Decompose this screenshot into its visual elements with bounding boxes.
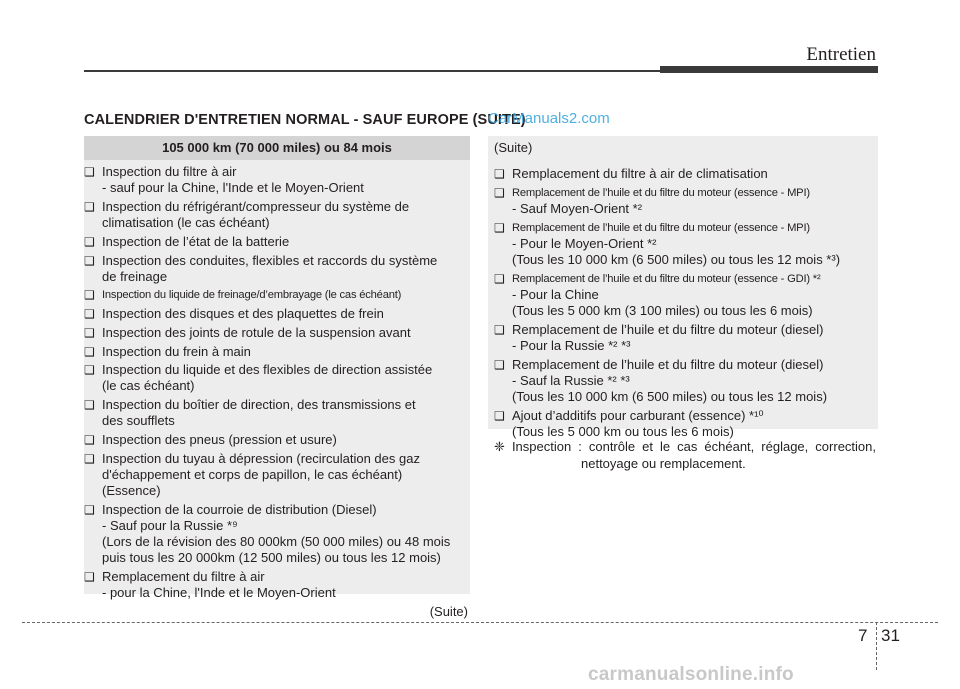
site-watermark: carmanualsonline.info [588,664,794,685]
item-detail: des soufflets [102,413,175,429]
checklist-item [494,185,874,217]
checkbox-icon: ❑ [84,234,95,249]
checklist-item [494,357,874,406]
checkbox-icon: ❑ [84,502,95,517]
chapter-number: 7 [858,626,868,645]
item-detail: - Pour la Chine [512,287,599,303]
item-text: Remplacement du filtre à air de climatisation [512,166,768,182]
right-item-list [494,166,874,440]
checkbox-icon: ❑ [84,433,95,448]
item-text: Inspection du liquide de freinage/d’embrayage (le cas échéant) [102,289,402,302]
inspection-note [494,438,876,472]
checklist-item [494,322,874,354]
schedule-panel-left [84,136,470,620]
checkbox-icon: ❑ [84,199,95,214]
item-text: Ajout d’additifs pour carburant (essence) *¹⁰ [512,408,764,424]
checklist-item [84,164,466,196]
checklist-item [84,287,466,303]
checklist-item [84,306,466,322]
checklist-item [84,362,466,394]
checklist-item [84,325,466,341]
checkbox-icon: ❑ [84,165,95,179]
item-detail: (Lors de la révision des 80 000km (50 000 miles) ou 48 mois [102,534,451,550]
item-detail: d'échappement et corps de papillon, le cas échéant) [102,466,403,482]
item-text: Inspection des pneus (pression et usure) [102,432,337,448]
item-detail: (Tous les 10 000 km (6 500 miles) ou tous les 12 mois) [512,389,828,405]
item-detail: - Sauf la Russie *² *³ [512,373,630,389]
item-detail: (Tous les 10 000 km (6 500 miles) ou tous les 12 mois *³) [512,252,841,268]
note-line-2: nettoyage ou remplacement. [581,456,746,471]
item-detail: puis tous les 20 000km (12 500 miles) ou tous les 12 mois) [102,550,441,566]
section-title: CALENDRIER D'ENTRETIEN NORMAL - SAUF EUROPE (SUITE) [84,112,526,128]
item-detail: - pour la Chine, l'Inde et le Moyen-Orient [102,585,336,601]
checklist-item [84,344,466,360]
item-text: Inspection des conduites, flexibles et raccords du système [102,252,438,268]
item-detail: climatisation (le cas échéant) [102,215,270,231]
watermark: CarManuals2.com [488,110,610,127]
checkbox-icon: ❑ [84,344,95,359]
item-detail: - sauf pour la Chine, l'Inde et le Moyen-Orient [102,180,364,196]
checkbox-icon: ❑ [494,185,505,200]
panel-header: 105 000 km (70 000 miles) ou 84 mois [84,136,470,160]
item-text: Remplacement de l’huile et du filtre du moteur (diesel) [512,322,824,338]
item-detail: (Essence) [102,483,161,499]
item-text: Inspection du tuyau à dépression (recirculation des gaz [102,450,420,466]
checklist-item [84,569,466,601]
checkbox-icon: ❑ [494,357,505,372]
checklist-item [84,451,466,500]
page-number-separator [876,622,877,670]
footer-divider [22,622,938,623]
item-text: Inspection du filtre à air [102,164,237,179]
item-text: Inspection du boîtier de direction, des transmissions et [102,397,416,413]
item-text: Inspection de l’état de la batterie [102,233,290,249]
item-text: Inspection du liquide et des flexibles de direction assistée [102,362,433,378]
item-detail: (le cas échéant) [102,378,195,394]
checkbox-icon: ❑ [494,323,505,338]
schedule-panel-right [488,136,878,440]
checkbox-icon: ❑ [84,570,95,585]
checklist-item [494,220,874,269]
item-text: Remplacement de l’huile et du filtre du moteur (essence - MPI) [512,186,810,199]
item-text: Inspection de la courroie de distribution (Diesel) [102,501,377,517]
header-rule-thick [660,66,878,73]
item-detail: - Pour la Russie *² *³ [512,338,631,354]
suite-label: (Suite) [429,604,468,620]
checkbox-icon: ❑ [494,271,505,286]
left-item-list [84,160,470,602]
checklist-item [84,253,466,285]
header-rule-thin [84,70,662,72]
note-line-1: Inspection : contrôle et le cas échéant, réglage, correction, [511,439,876,454]
checklist-item [494,408,874,440]
page-number: 31 [881,626,900,645]
item-text: Remplacement de l’huile et du filtre du moteur (essence - MPI) [512,221,810,234]
checklist-item [494,166,874,182]
note-symbol: ❈ [494,439,505,454]
checkbox-icon: ❑ [84,363,95,378]
checkbox-icon: ❑ [84,288,95,303]
checklist-item [494,271,874,320]
item-detail: de freinage [102,268,168,284]
checkbox-icon: ❑ [84,398,95,413]
checkbox-icon: ❑ [84,325,95,340]
item-text: Inspection du réfrigérant/compresseur du système de [102,198,410,214]
checkbox-icon: ❑ [84,307,95,322]
item-detail: - Sauf pour la Russie *⁹ [102,518,238,534]
item-detail: - Pour le Moyen-Orient *² [512,236,657,252]
item-detail: (Tous les 5 000 km ou tous les 6 mois) [512,424,734,440]
checklist-item [84,432,466,448]
checkbox-icon: ❑ [494,409,505,424]
checklist-item [84,502,466,567]
checkbox-icon: ❑ [84,451,95,466]
checkbox-icon: ❑ [84,253,95,268]
item-text: Remplacement de l’huile et du filtre du moteur (essence - GDI) *² [512,272,821,285]
suite-label: (Suite) [494,140,533,155]
checkbox-icon: ❑ [494,220,505,235]
checklist-item [84,397,466,429]
checklist-item [84,234,466,250]
item-text: Inspection des disques et des plaquettes de frein [102,306,384,322]
item-text: Inspection des joints de rotule de la suspension avant [102,324,411,340]
chapter-title: Entretien [806,44,876,65]
item-text: Remplacement du filtre à air [102,569,265,585]
item-text: Inspection du frein à main [102,343,251,359]
item-detail: - Sauf Moyen-Orient *² [512,201,643,217]
checkbox-icon: ❑ [494,167,505,182]
item-text: Remplacement de l’huile et du filtre du moteur (diesel) [512,356,824,372]
item-detail: (Tous les 5 000 km (3 100 miles) ou tous les 6 mois) [512,303,813,319]
checklist-item [84,199,466,231]
